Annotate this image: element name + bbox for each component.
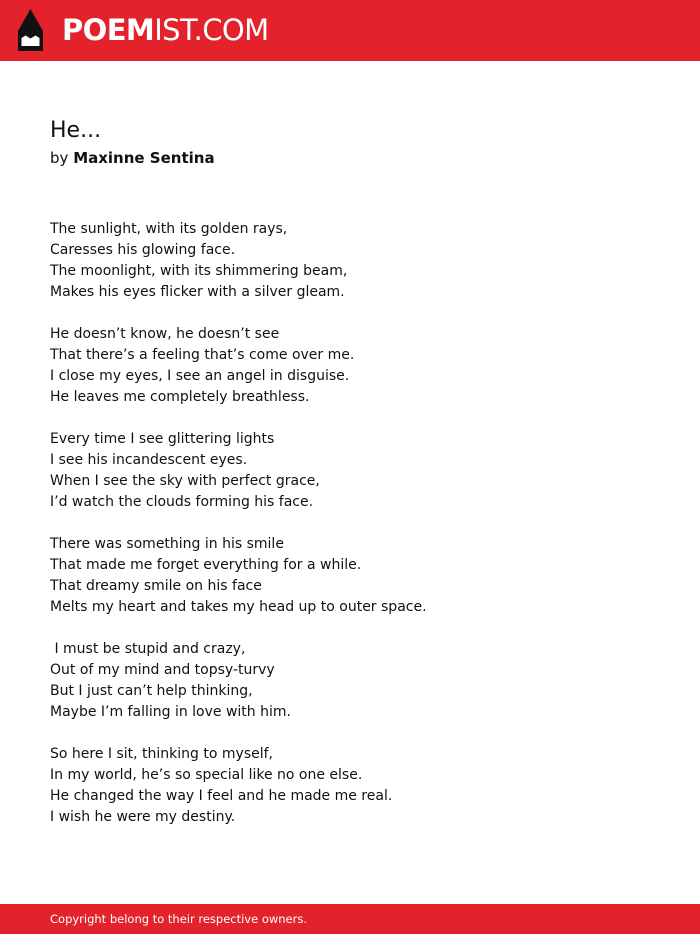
poem-line: That made me forget everything for a while.: [50, 557, 362, 573]
poem-body: [50, 219, 650, 849]
author-name: Maxinne Sentina: [73, 149, 215, 167]
stanza: [50, 744, 650, 828]
site-footer: [0, 904, 700, 934]
stanza: [50, 534, 650, 618]
stanza: [50, 429, 650, 513]
poem-line: When I see the sky with perfect grace,: [50, 473, 320, 489]
poem-line: Maybe I’m falling in love with him.: [50, 704, 291, 720]
stanza: [50, 639, 650, 723]
poem-line: Caresses his glowing face.: [50, 242, 236, 258]
poem-line: Melts my heart and takes my head up to outer space.: [50, 599, 427, 615]
byline: [50, 148, 215, 169]
poem-line: Makes his eyes flicker with a silver gleam.: [50, 284, 345, 300]
poem-line: In my world, he’s so special like no one else.: [50, 767, 363, 783]
poem-line: He changed the way I feel and he made me real.: [50, 788, 393, 804]
poem-line: I see his incandescent eyes.: [50, 452, 248, 468]
poem-line: I’d watch the clouds forming his face.: [50, 494, 314, 510]
poem-line: That dreamy smile on his face: [50, 578, 262, 594]
poem-line: The sunlight, with its golden rays,: [50, 221, 288, 237]
stanza: [50, 219, 650, 303]
poem-title: He...: [50, 118, 102, 143]
poem-line: The moonlight, with its shimmering beam,: [50, 263, 348, 279]
site-header: [0, 0, 700, 61]
pencil-icon: [18, 9, 43, 51]
stanza: [50, 324, 650, 408]
poemist-logo-link[interactable]: [18, 9, 269, 51]
poem-line: He doesn’t know, he doesn’t see: [50, 326, 280, 342]
poem-line: So here I sit, thinking to myself,: [50, 746, 273, 762]
brand-name: [62, 9, 269, 51]
poem-line: There was something in his smile: [50, 536, 284, 552]
poem-line: He leaves me completely breathless.: [50, 389, 310, 405]
poem-line: But I just can’t help thinking,: [50, 683, 253, 699]
poem-line: I must be stupid and crazy,: [50, 641, 246, 657]
poem-line: I close my eyes, I see an angel in disguise.: [50, 368, 350, 384]
by-label: by: [50, 149, 69, 167]
brand-name-bold: POEM: [62, 13, 155, 47]
poem-line: That there’s a feeling that’s come over me.: [50, 347, 355, 363]
copyright-notice: Copyright belong to their respective owners.: [50, 912, 308, 926]
poem-line: Every time I see glittering lights: [50, 431, 275, 447]
poem-line: I wish he were my destiny.: [50, 809, 236, 825]
poem-line: Out of my mind and topsy-turvy: [50, 662, 275, 678]
brand-name-light: IST.COM: [154, 13, 269, 47]
